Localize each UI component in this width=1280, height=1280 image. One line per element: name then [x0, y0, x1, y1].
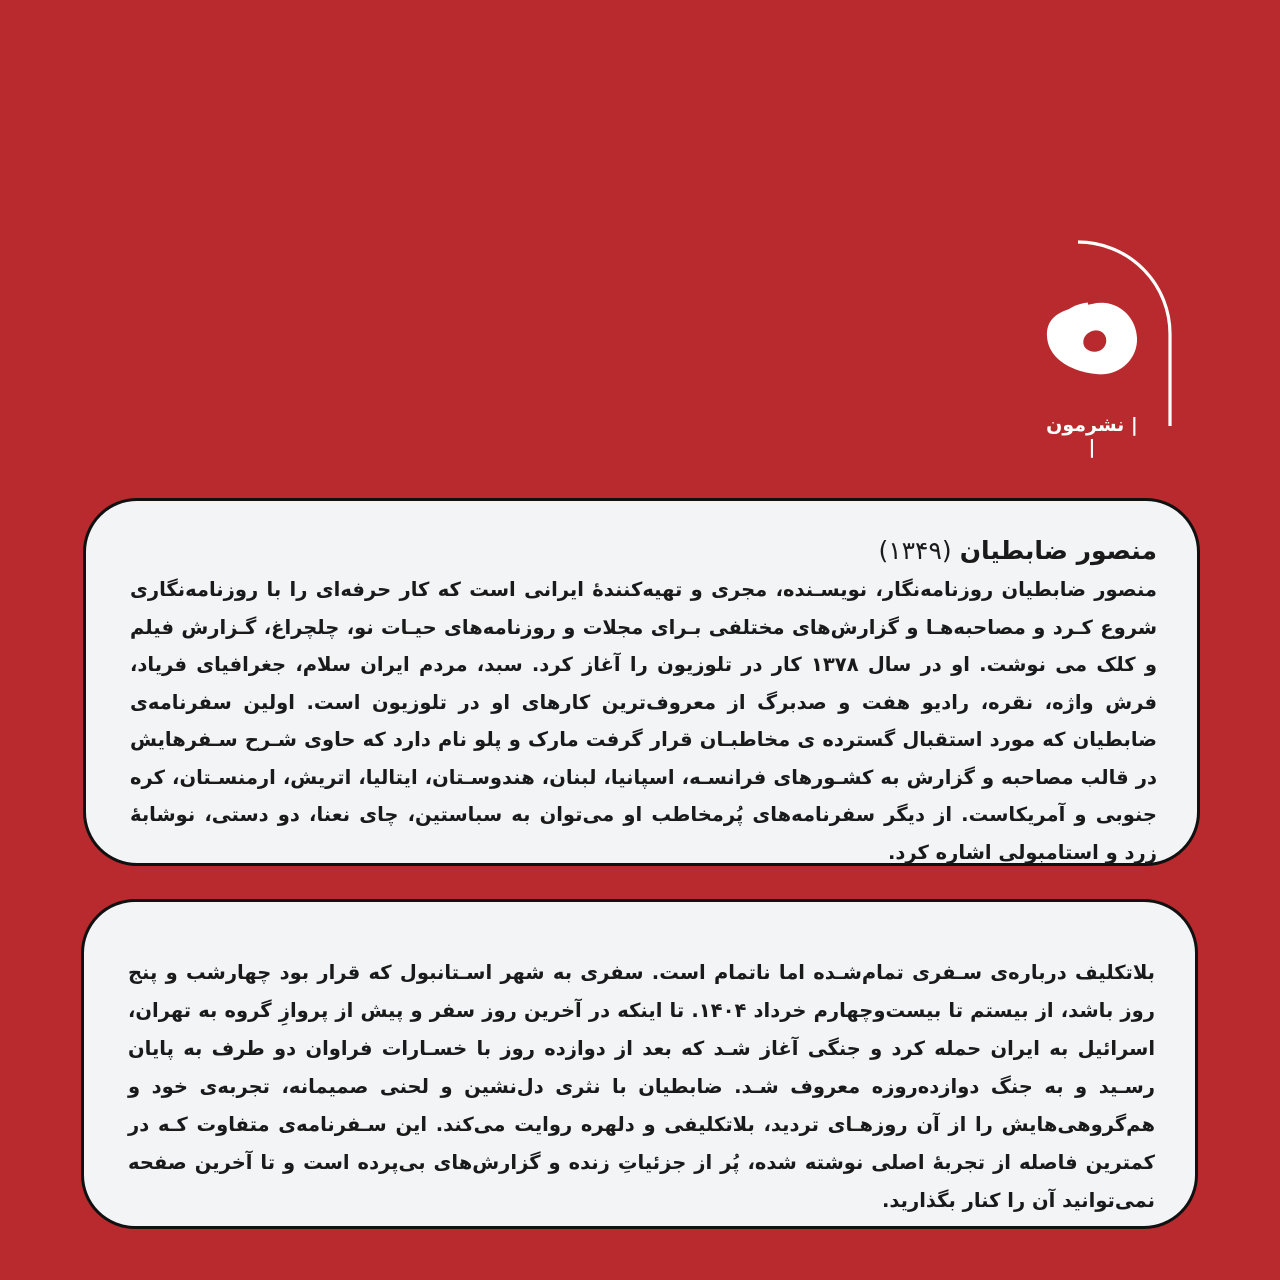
- author-title: [130, 531, 1157, 571]
- author-name: منصور ضابطیان: [959, 536, 1157, 565]
- publisher-logo: [1040, 238, 1176, 458]
- publisher-logo-text: | نشرمون |: [1046, 414, 1138, 458]
- author-bio-card: [83, 498, 1200, 866]
- book-description-card: [81, 899, 1198, 1229]
- book-description-text: بلاتکلیف درباره‌ی سـفری تمام‌شـده اما ناتمام است. سفری به شهر اسـتانبول که قرار بود چهارشب و پنج روز باشد، از بیستم تا بیست‌وچهارم خرداد ۱۴۰۴. تا اینکه در آخرین روز سفر و پیش از پروازِ گروه به تهران، اسرائیل به ایران حمله کرد و جنگی آغاز شـد که بعد از دوازده روز با خسـارات فراوان دو طرف به پایان رسـید و به جنگ دوازده‌روزه معروف شـد. ضابطیان با نثری دل‌نشین و لحنی صمیمانه، تجربه‌ی خود و هم‌گروهی‌هایش را از آن روزهـای تردید، بلاتکلیفی و دلهره روایت می‌کند. این سـفرنامه‌ی متفاوت کـه در کمترین فاصله از تجربهٔ اصلی نوشته شده، پُر از جزئیاتِ زنده و گزارش‌های بی‌پرده است و تا آخرین صفحه نمی‌توانید آن را کنار بگذارید.: [128, 961, 1155, 1212]
- publisher-logo-icon: [1040, 238, 1176, 438]
- author-birth-year: (۱۳۴۹): [878, 536, 952, 565]
- author-bio-text: منصور ضابطیان روزنامه‌نگار، نویسـنده، مجری و تهیه‌کنندهٔ ایرانی است که کار حرفه‌ای را با روزنامه‌نگاری شروع کـرد و مصاحبه‌هـا و گزارش‌های مختلفی بـرای مجلات و روزنامه‌های حیـات نو، چلچراغ، گـزارش فیلم و کلک می نوشت. او در سال ۱۳۷۸ کار در تلوزیون را آغاز کرد. سبد، مردم ایران سلام، جغرافیای فریاد، فرش واژه، نقره، رادیو هفت و صدبرگ از معروف‌ترین کارهای او در تلوزیون است. اولین سفرنامه‌ی ضابطیان که مورد استقبال گسترده ی مخاطبـان قرار گرفت مارک و پلو نام دارد که حاوی شـرح سـفرهایش در قالب مصاحبه و گزارش به کشـورهای فرانسـه، اسپانیا، لبنان، هندوسـتان، ایتالیا، اتریش، ارمنسـتان، کره جنوبی و آمریکاست. از دیگر سفرنامه‌های پُرمخاطب او می‌توان به سباستین، چای نعنا، دو دستی، نوشابهٔ زرد و استامبولی اشاره کرد.: [130, 578, 1157, 864]
